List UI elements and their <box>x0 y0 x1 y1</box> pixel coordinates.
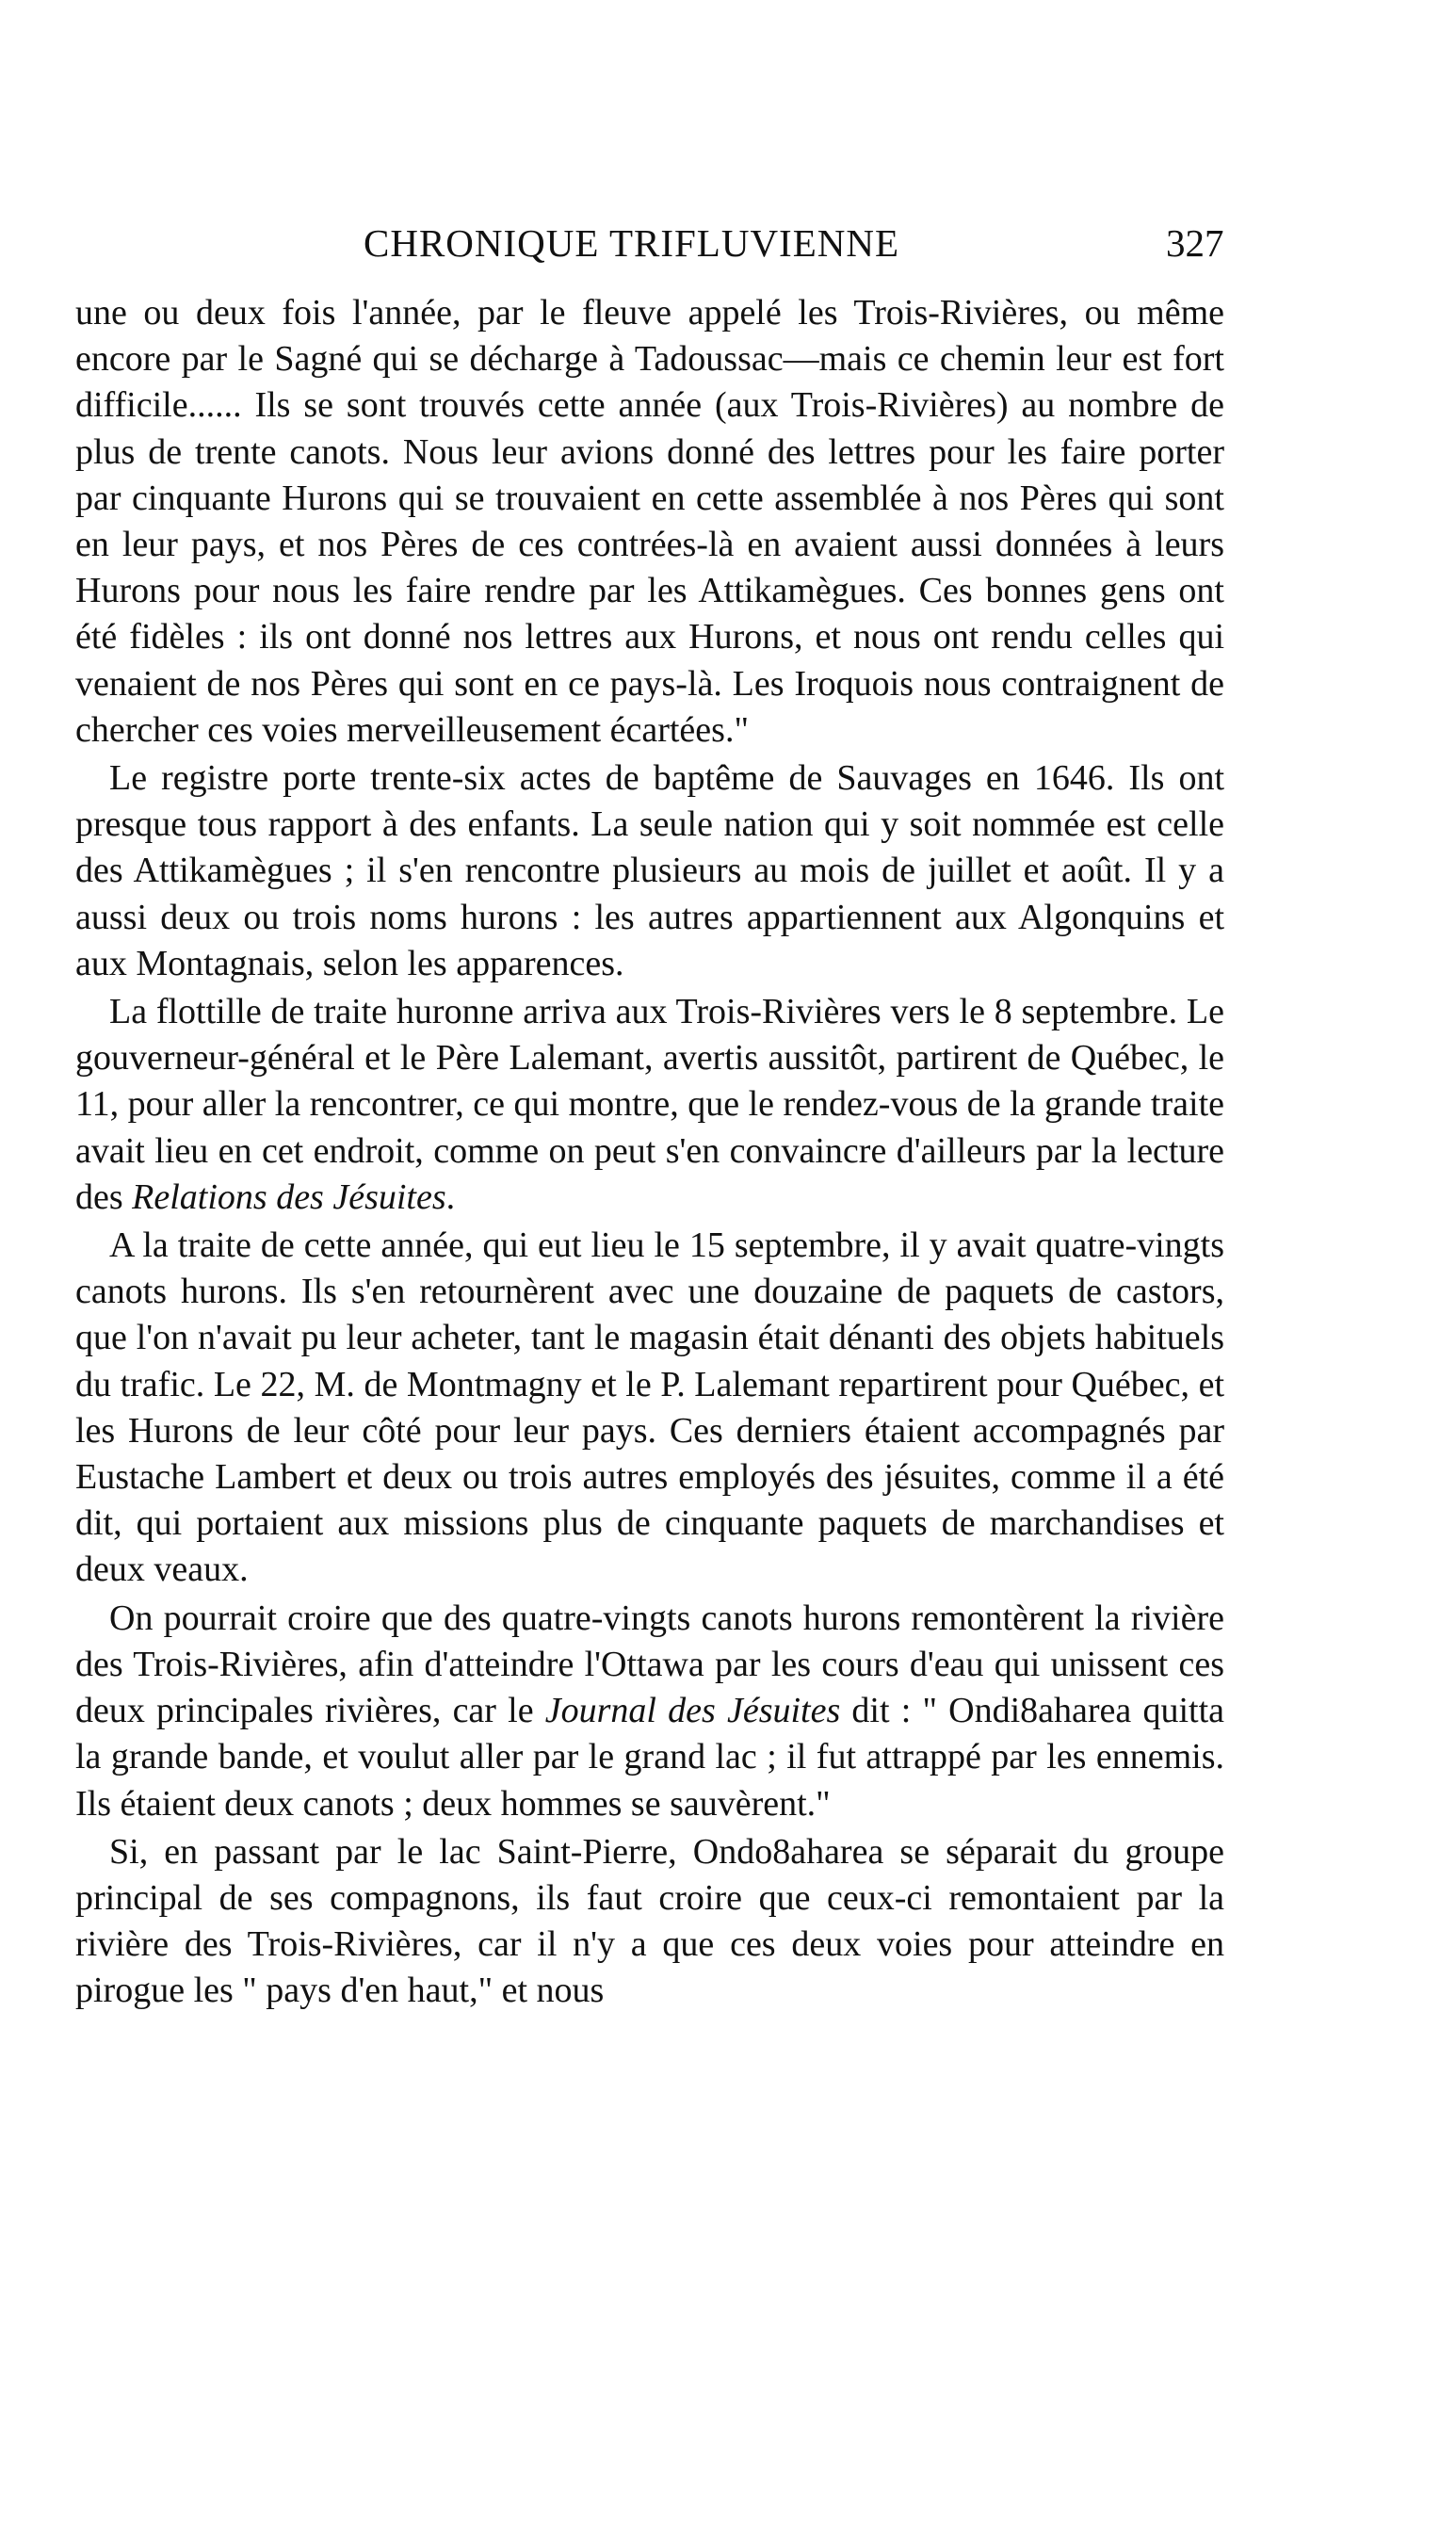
relations-title: Relations des Jésuites <box>132 1176 446 1217</box>
paragraph-4: A la traite de cette année, qui eut lieu le 15 septembre, il y avait quatre-vingts canots hurons. Ils s'en retournèrent avec une douzaine de paquets de castors, que l'on n'avait pu leur acheter, tant le magasin était dénanti des objets habituels du trafic. Le 22, M. de Montmagny et le P. Lalemant repartirent pour Québec, et les Hurons de leur côté pour leur pays. Ces derniers étaient accompagnés par Eustache Lambert et deux ou trois autres employés des jésuites, comme il a été dit, qui portaient aux missions plus de cinquante paquets de marchandises et deux veaux. <box>75 1225 1224 1590</box>
paragraph-5-text: On pourrait croire que des quatre-vingts canots hurons remontèrent la rivière des Trois-Rivières, afin d'atteindre l'Ottawa par les cours d'eau qui unissent ces deux principales rivières, car le <box>75 1598 1224 1731</box>
paragraph-5 <box>75 1596 1224 1827</box>
running-title: CHRONIQUE TRIFLUVIENNE <box>364 221 900 265</box>
paragraph-6: Si, en passant par le lac Saint-Pierre, Ondo8aharea se séparait du groupe principal de ses compagnons, ils faut croire que ceux-ci remontaient par la rivière des Trois-Rivières, car il n'y a que ces deux voies pour atteindre en pirogue les " pays d'en haut," et nous <box>75 1831 1224 2011</box>
paragraph-2: Le registre porte trente-six actes de baptême de Sauvages en 1646. Ils ont presque tous rapport à des enfants. La seule nation qui y soit nommée est celle des Attikamègues ; il s'en rencontre plusieurs au mois de juillet et août. Il y a aussi deux ou trois noms hurons : les autres appartiennent aux Algonquins et aux Montagnais, selon les apparences. <box>75 758 1224 983</box>
paragraph-5-end: dit : " Ondi8aharea quitta la grande bande, et voulut aller par le grand lac ; il fut attrappé par les ennemis. Ils étaient deux canots ; deux hommes se sauvèrent." <box>75 1691 1224 1824</box>
paragraph-1: une ou deux fois l'année, par le fleuve appelé les Trois-Rivières, ou même encore par le Sagné qui se décharge à Tadoussac—mais ce chemin leur est fort difficile...... Ils se sont trouvés cette année (aux Trois-Rivières) au nombre de plus de trente canots. Nous leur avions donné des lettres pour les faire porter par cinquante Hurons qui se trouvaient en cette assemblée à nos Pères qui sont en leur pays, et nos Pères de ces contrées-là en avaient aussi données à leurs Hurons pour nous les faire rendre par les Attikamègues. Ces bonnes gens ont été fidèles : ils ont donné nos lettres aux Hurons, et nous ont rendu celles qui venaient de nos Pères qui sont en ce pays-là. Les Iroquois nous contraignent de chercher ces voies merveilleusement écartées." <box>75 293 1224 750</box>
paragraph-3-text: La flottille de traite huronne arriva aux Trois-Rivières vers le 8 septembre. Le gouverneur-général et le Père Lalemant, avertis aussitôt, partirent de Québec, le 11, pour aller la rencontrer, ce qui montre, que le rendez-vous de la grande traite avait lieu en cet endroit, comme on peut s'en convaincre d'ailleurs par la lecture des <box>75 992 1224 1217</box>
journal-title: Journal des Jésuites <box>544 1691 841 1731</box>
page-number: 327 <box>1166 221 1224 265</box>
paragraph-3-end: . <box>445 1176 456 1217</box>
body-text <box>75 290 1224 2015</box>
paragraph-3 <box>75 989 1224 1221</box>
running-head <box>0 215 1456 271</box>
